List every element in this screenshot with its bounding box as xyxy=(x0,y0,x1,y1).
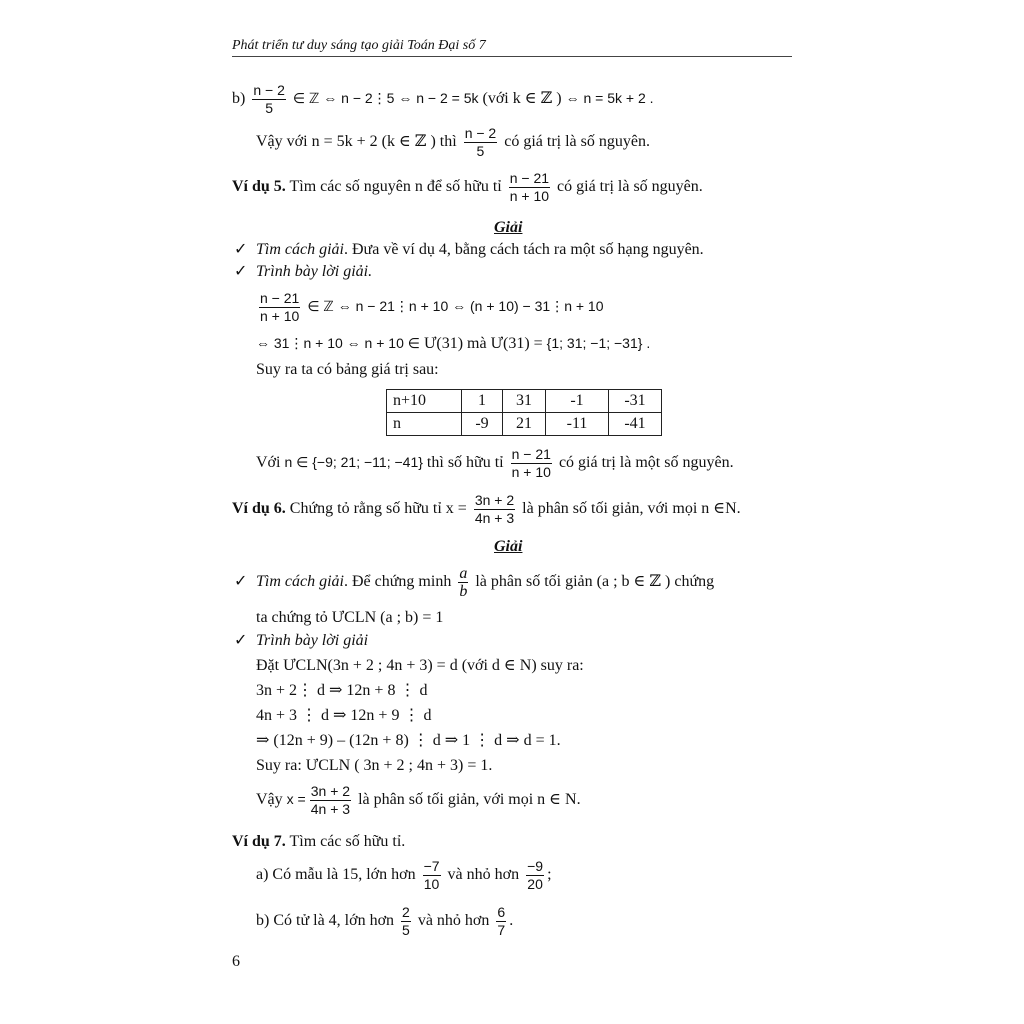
proof-line: ⇒ (12n + 9) – (12n + 8) ⋮ d ⇒ 1 ⋮ d ⇒ d = 1. xyxy=(256,732,561,749)
hint-line: ✓ Tìm cách giải. Để chứng minh $\frac{a}{b}$ là phân số tối giản (a ; b ∈ ℤ ) chứng xyxy=(234,565,715,600)
part-b-label: b) xyxy=(232,90,246,108)
hint-line: ✓ Tìm cách giải. Đưa về ví dụ 4, bằng cách tách ra một số hạng nguyên. xyxy=(234,241,704,258)
solution-heading: Giải xyxy=(494,538,523,555)
fraction: $\frac{2}{5}$ xyxy=(402,904,410,938)
checkmark-icon: ✓ xyxy=(234,632,248,649)
math-expr: ⇔ n = 5k + 2 . xyxy=(565,90,654,107)
part-b-line xyxy=(232,82,654,117)
example-7-part-a: a) Có mẫu là 15, lớn hơn $\frac{-7}{10}$ và nhỏ hơn $\frac{-9}{20}$ ; xyxy=(256,858,552,892)
condition: (với k ∈ ℤ ) xyxy=(482,90,562,108)
example-7-part-b: b) Có tử là 4, lớn hơn $\frac{2}{5}$ và nhỏ hơn $\frac{6}{7}$ . xyxy=(256,904,514,938)
fraction: $\frac{3n + 2}{4n + 3}$ xyxy=(474,492,515,526)
page-number: 6 xyxy=(232,953,240,970)
proof-line: 3n + 2⋮ d ⇒ 12n + 8 ⋮ d xyxy=(256,682,428,699)
table-row: n+10 1 31 -1 -31 xyxy=(387,390,662,413)
fraction: $\frac{3n + 2}{4n + 3}$ xyxy=(310,783,351,817)
fraction: $\frac{-7}{10}$ xyxy=(423,858,440,892)
fraction: $\frac{-9}{20}$ xyxy=(527,858,544,892)
fraction: $\frac{6}{7}$ xyxy=(497,904,506,938)
example-label: Ví dụ 6. xyxy=(232,500,286,518)
example-label: Ví dụ 7. xyxy=(232,833,286,850)
table-intro: Suy ra ta có bảng giá trị sau: xyxy=(256,361,439,378)
checkmark-icon: ✓ xyxy=(234,573,248,591)
fraction: $\frac{n - 21}{n + 10}$ xyxy=(511,446,551,480)
proof-line: Đặt ƯCLN(3n + 2 ; 4n + 3) = d (với d ∈ N) suy ra: xyxy=(256,657,584,674)
fraction: $\frac{n - 2}{5}$ xyxy=(464,125,497,159)
fraction: $\frac{n - 21}{n + 10}$ xyxy=(509,170,550,204)
proof-line: 4n + 3 ⋮ d ⇒ 12n + 9 ⋮ d xyxy=(256,707,432,724)
step-1: $\frac{n - 21}{n + 10}$ ∈ ℤ ⇔ n − 21⋮n + 10 ⇔ (n + 10) − 31⋮n + 10 xyxy=(260,290,604,324)
fraction: $\frac{n - 21}{n + 10}$ xyxy=(260,290,300,324)
solution-heading: Giải xyxy=(494,219,523,236)
page-header: Phát triển tư duy sáng tạo giải Toán Đại số 7 xyxy=(232,38,792,57)
fraction: $\frac{n - 2}{5}$ xyxy=(253,82,285,116)
presentation-label: ✓ Trình bày lời giải. xyxy=(234,263,373,280)
example-5-conclusion: Với n ∈ {−9; 21; −11; −41} thì số hữu tỉ $\frac{n - 21}{n + 10}$ có giá trị là một số nguyên. xyxy=(256,446,734,480)
values-table xyxy=(386,389,662,436)
example-7-statement: Ví dụ 7. Tìm các số hữu tỉ. xyxy=(232,833,406,850)
example-label: Ví dụ 5. xyxy=(232,178,286,196)
checkmark-icon: ✓ xyxy=(234,263,248,280)
proof-line: Suy ra: ƯCLN ( 3n + 2 ; 4n + 3) = 1. xyxy=(256,757,493,774)
presentation-label: ✓ Trình bày lời giải xyxy=(234,632,369,649)
checkmark-icon: ✓ xyxy=(234,241,248,258)
example-6-statement: Ví dụ 6. Chứng tỏ rằng số hữu tỉ x = $\frac{3n + 2}{4n + 3}$ là phân số tối giản, với mọi n ∈N. xyxy=(232,492,741,526)
example-6-conclusion: Vậy x = $\frac{3n + 2}{4n + 3}$ là phân số tối giản, với mọi n ∈ N. xyxy=(256,783,581,817)
step-2: ⇔ 31⋮n + 10 ⇔ n + 10 ∈ Ư(31) mà Ư(31) = {1; 31; −1; −31} . xyxy=(256,335,651,352)
fraction: $\frac{a}{b}$ xyxy=(459,565,468,600)
table-row: n -9 21 -11 -41 xyxy=(387,413,662,436)
part-b-conclusion: Vậy với n = 5k + 2 (k ∈ ℤ ) thì $\frac{n - 2}{5}$ có giá trị là số nguyên. xyxy=(256,125,650,159)
example-5-statement: Ví dụ 5. Tìm các số nguyên n để số hữu tỉ $\frac{n - 21}{n + 10}$ có giá trị là số nguyên. xyxy=(232,170,703,204)
hint-line-2: ta chứng tỏ ƯCLN (a ; b) = 1 xyxy=(256,609,444,626)
math-expr: ∈ ℤ ⇔ n − 2⋮5 ⇔ n − 2 = 5k xyxy=(292,90,479,107)
